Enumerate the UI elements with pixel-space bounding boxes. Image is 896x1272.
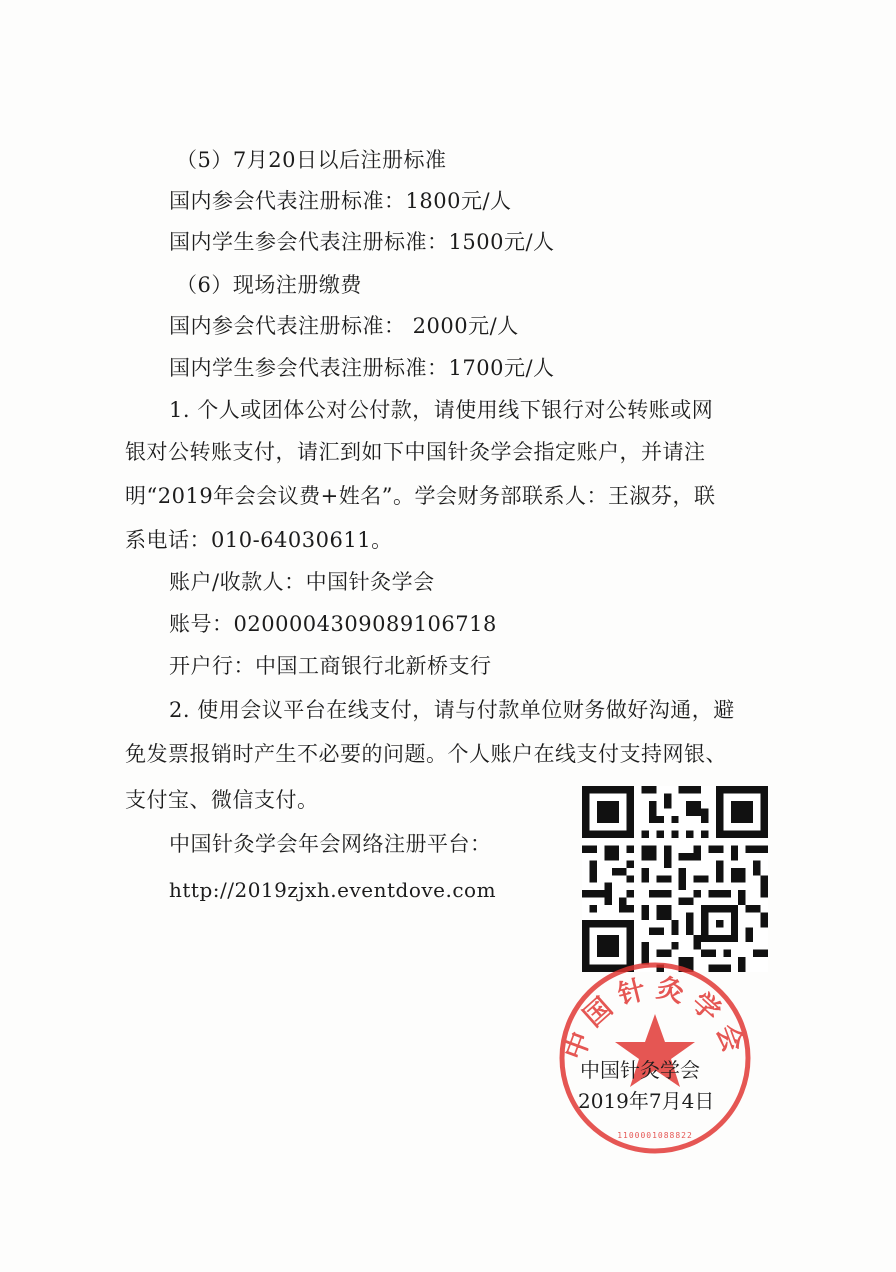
signature-date: 2019年7月4日 [578, 1089, 715, 1113]
account-bank: 开户行：中国工商银行北新桥支行 [169, 654, 492, 678]
account-payee: 账户/收款人：中国针灸学会 [169, 570, 435, 594]
svg-text:1100001088822: 1100001088822 [617, 1131, 693, 1140]
signature-organization: 中国针灸学会 [580, 1058, 700, 1082]
fee-line-domestic-delegate: 国内参会代表注册标准：1800元/人 [169, 189, 512, 213]
payment-item-1-line-3: 明“2019年会会议费+姓名”。学会财务部联系人：王淑芬，联 [125, 484, 716, 508]
payment-item-1-line-4: 系电话：010-64030611。 [125, 528, 393, 552]
fee-line-domestic-student: 国内学生参会代表注册标准：1500元/人 [169, 230, 555, 254]
payment-item-2-line-1: 2. 使用会议平台在线支付，请与付款单位财务做好沟通，避 [169, 698, 735, 722]
qr-code [582, 786, 768, 972]
platform-label: 中国针灸学会年会网络注册平台： [169, 832, 492, 856]
payment-item-1-line-1: 1. 个人或团体公对公付款，请使用线下银行对公转账或网 [169, 398, 714, 422]
onsite-fee-domestic-delegate: 国内参会代表注册标准： 2000元/人 [169, 314, 519, 338]
svg-text:中国针灸学会: 中国针灸学会 [558, 972, 752, 1064]
section-6-heading: （6）现场注册缴费 [176, 273, 362, 297]
payment-item-2-line-3: 支付宝、微信支付。 [125, 788, 319, 812]
account-number: 账号：0200004309089106718 [169, 612, 497, 636]
section-5-heading: （5）7月20日以后注册标准 [176, 148, 447, 172]
payment-item-1-line-2: 银对公转账支付，请汇到如下中国针灸学会指定账户，并请注 [125, 440, 706, 464]
payment-item-2-line-2: 免发票报销时产生不必要的问题。个人账户在线支付支持网银、 [125, 742, 727, 766]
onsite-fee-domestic-student: 国内学生参会代表注册标准：1700元/人 [169, 356, 555, 380]
platform-url: http://2019zjxh.eventdove.com [169, 878, 497, 902]
